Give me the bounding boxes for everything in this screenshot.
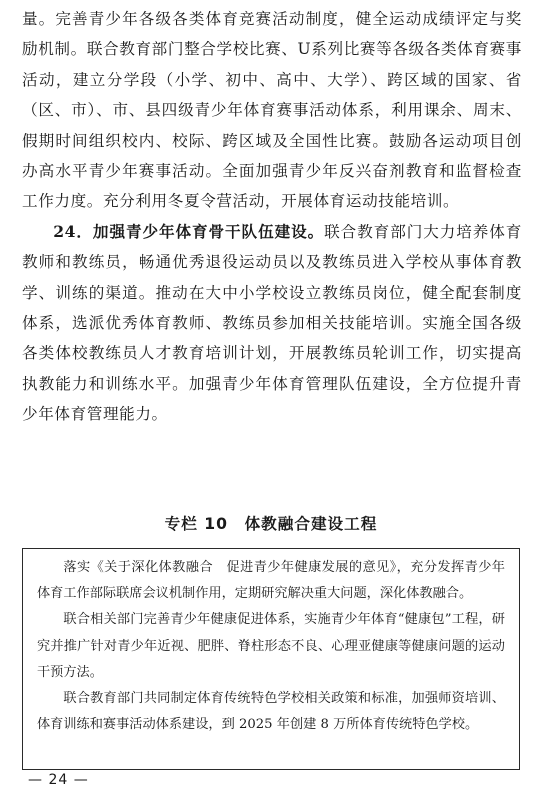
box-paragraph-1: 落实《关于深化体教融合 促进青少年健康发展的意见》，充分发挥青少年体育工作部际联席会议机制作用，定期研究解决重大问题，深化体教融合。 xyxy=(37,560,505,602)
column-box xyxy=(22,548,520,770)
item-24-heading: 24．加强青少年体育骨干队伍建设。 xyxy=(53,221,325,241)
box-paragraph-3: 联合教育部门共同制定体育传统特色学校相关政策和标准，加强师资培训、体育训练和赛事活动体系建设，到 2025 年创建 8 万所体育传统特色学校。 xyxy=(37,691,505,733)
item-24-text: 联合教育部门大力培养体育教师和教练员，畅通优秀退役运动员以及教练员进入学校从事体育教学、训练的渠道。推动在大中小学校设立教练员岗位，健全配套制度体系，选派优秀体育教师、教练员参加相关技能培训。实施全国各级各类体校教练员人才教育培训计划，开展教练员轮训工作，切实提高执教能力和训练水平。加强青少年体育管理队伍建设，全方位提升青少年体育管理能力。 xyxy=(22,222,522,424)
item-24-paragraph xyxy=(22,217,522,430)
body-text xyxy=(22,4,522,430)
column-box-title: 专栏 10 体教融合建设工程 xyxy=(164,515,378,533)
paragraph-continuation: 量。完善青少年各级各类体育竞赛活动制度，健全运动成绩评定与奖励机制。联合教育部门整合学校比赛、U系列比赛等各级各类体育赛事活动，建立分学段（小学、初中、高中、大学）、跨区域的国家、省（区、市）、市、县四级青少年体育赛事活动体系，利用课余、周末、假期时间组织校内、校际、跨区域及全国性比赛。鼓励各运动项目创办高水平青少年赛事活动。全面加强青少年反兴奋剂教育和监督检查工作力度。充分利用冬夏令营活动，开展体育运动技能培训。 xyxy=(22,10,522,211)
page-number: — 24 — xyxy=(28,772,89,788)
box-paragraph-2: 联合相关部门完善青少年健康促进体系，实施青少年体育“健康包”工程，研究并推广针对青少年近视、肥胖、脊柱形态不良、心理亚健康等健康问题的运动干预方法。 xyxy=(37,612,505,680)
